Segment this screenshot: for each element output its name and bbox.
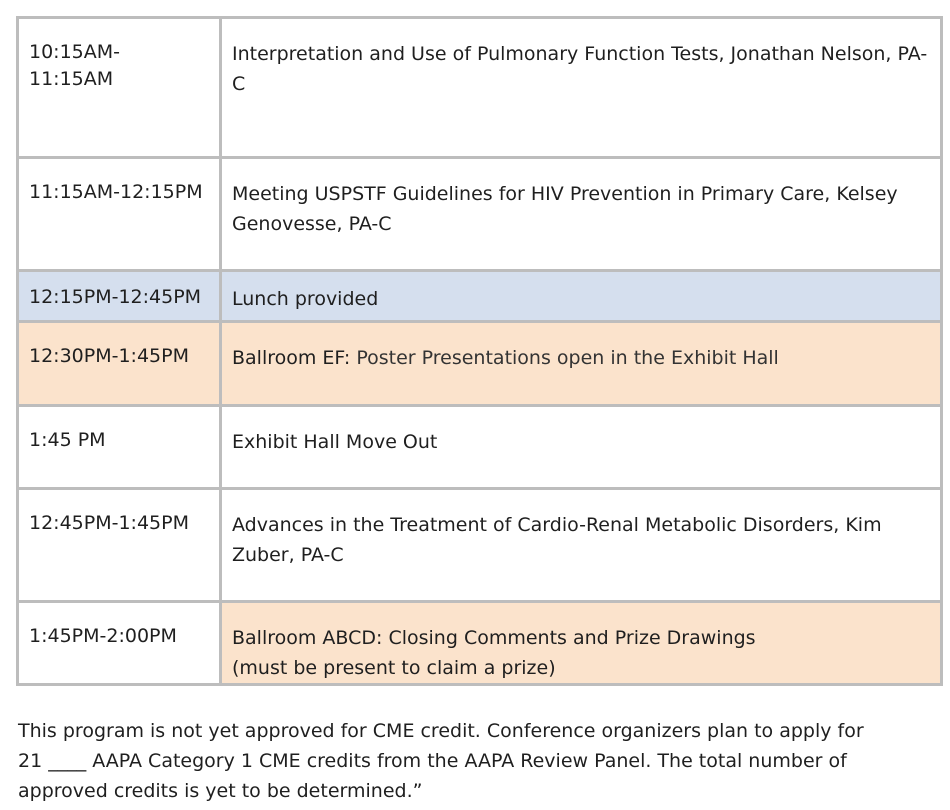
session-cell	[221, 489, 942, 602]
session-cell	[221, 406, 942, 489]
time-range: 12:30PM-1:45PM	[29, 345, 189, 367]
disclaimer-line-2: 21 ____ AAPA Category 1 CME credits from the AAPA Review Panel. The total number of	[18, 750, 847, 772]
session-cell	[221, 271, 942, 322]
schedule-table	[16, 16, 943, 686]
table-row-closing	[18, 602, 942, 685]
disclaimer-line-3: approved credits is yet to be determined.”	[18, 780, 423, 802]
session-title: Meeting USPSTF Guidelines for HIV Prevention in Primary Care, Kelsey Genovesse, PA-C	[232, 183, 898, 235]
disclaimer-line-1: This program is not yet approved for CME credit. Conference organizers plan to apply for	[18, 720, 864, 742]
session-title: Interpretation and Use of Pulmonary Function Tests, Jonathan Nelson, PA-C	[232, 43, 928, 95]
time-line-2: 11:15AM	[29, 68, 114, 90]
time-range: 1:45PM-2:00PM	[29, 625, 177, 647]
time-cell	[18, 271, 221, 322]
table-row	[18, 489, 942, 602]
table-row	[18, 18, 942, 158]
time-line-1: 10:15AM-	[29, 41, 121, 63]
table-row	[18, 158, 942, 271]
session-cell	[221, 602, 942, 685]
session-title: Ballroom ABCD: Closing Comments and Prize Drawings	[232, 627, 756, 649]
table-row-lunch	[18, 271, 942, 322]
time-cell	[18, 602, 221, 685]
session-note: (must be present to claim a prize)	[232, 657, 556, 679]
time-cell	[18, 489, 221, 602]
session-cell	[221, 322, 942, 406]
time-cell	[18, 406, 221, 489]
time-cell	[18, 322, 221, 406]
session-title: Lunch provided	[232, 288, 379, 310]
time-range: 12:45PM-1:45PM	[29, 512, 189, 534]
time-range: 1:45 PM	[29, 429, 106, 451]
time-cell	[18, 158, 221, 271]
room-label: Ballroom EF:	[232, 347, 351, 369]
time-cell	[18, 18, 221, 158]
table-row-poster	[18, 322, 942, 406]
session-title: Poster Presentations open in the Exhibit Hall	[356, 347, 779, 369]
session-title: Advances in the Treatment of Cardio-Renal Metabolic Disorders, Kim Zuber, PA-C	[232, 514, 882, 566]
table-row	[18, 406, 942, 489]
session-cell	[221, 158, 942, 271]
cme-disclaimer	[18, 716, 918, 806]
time-range: 12:15PM-12:45PM	[29, 286, 202, 308]
session-title: Exhibit Hall Move Out	[232, 431, 438, 453]
session-cell	[221, 18, 942, 158]
time-range: 11:15AM-12:15PM	[29, 181, 203, 203]
